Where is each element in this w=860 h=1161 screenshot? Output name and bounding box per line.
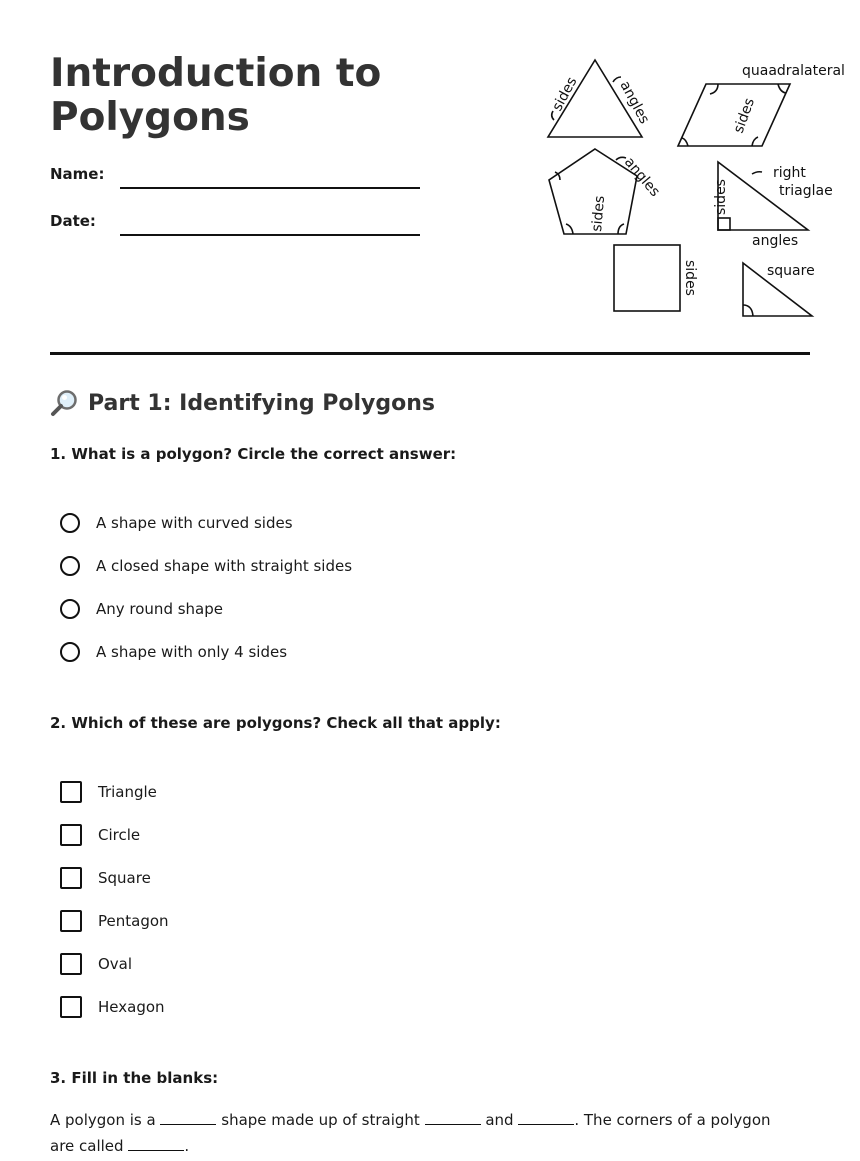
q2-option-pentagon[interactable] <box>60 908 169 934</box>
right-tri-angle-mark <box>752 172 762 174</box>
q2-option-oval[interactable] <box>60 951 132 977</box>
square-shape <box>614 245 680 311</box>
title-line-1: Introduction to <box>50 51 382 96</box>
sentence-part-1: A polygon is a <box>50 1111 156 1129</box>
pentagon-angle-mark-4 <box>616 157 626 160</box>
small-tri-angle-mark <box>743 305 753 316</box>
option-label: Square <box>98 869 151 887</box>
checkbox[interactable] <box>60 910 82 932</box>
option-label: Circle <box>98 826 141 844</box>
option-label: A closed shape with straight sides <box>96 557 353 575</box>
right-triangle-title-2: triaglae <box>779 183 833 199</box>
quadrilateral-shape <box>678 84 790 146</box>
checkbox[interactable] <box>60 953 82 975</box>
quad-angle-mark-2 <box>778 84 786 93</box>
pentagon-angle-mark-2 <box>618 224 624 234</box>
q2-option-square[interactable] <box>60 865 151 891</box>
q2-option-hexagon[interactable] <box>60 994 165 1020</box>
option-label: A shape with only 4 sides <box>96 643 288 661</box>
date-label: Date: <box>50 212 96 230</box>
q1-option-4[interactable] <box>60 639 287 665</box>
q1-option-2[interactable] <box>60 553 352 579</box>
worksheet-page <box>50 0 845 1155</box>
blank-4[interactable] <box>128 1136 184 1151</box>
title-line-2: Polygons <box>50 95 250 140</box>
triangle-sides-label: sides <box>549 74 581 114</box>
question-2: 2. Which of these are polygons? Check all that apply: <box>50 714 501 732</box>
triangle-angle-mark-2 <box>613 77 621 82</box>
option-label: A shape with curved sides <box>96 514 293 532</box>
quad-angle-mark-3 <box>682 138 688 146</box>
right-triangle-angles-label: angles <box>752 233 799 249</box>
blank-1[interactable] <box>160 1110 216 1125</box>
right-triangle-title-1: right <box>773 165 806 181</box>
pentagon-angles-label: angles <box>620 154 663 200</box>
radio-button[interactable] <box>60 642 80 662</box>
date-line[interactable] <box>120 234 420 236</box>
right-angle-mark <box>718 218 730 230</box>
quadrilateral-sides-label: sides <box>730 96 759 136</box>
question-3: 3. Fill in the blanks: <box>50 1069 219 1087</box>
question-1: 1. What is a polygon? Circle the correct answer: <box>50 445 457 463</box>
square-sides-label: sides <box>682 260 698 296</box>
sentence-part-4: . The corners of a polygon are called <box>50 1111 771 1155</box>
checkbox[interactable] <box>60 781 82 803</box>
quad-angle-mark-4 <box>752 137 758 146</box>
q2-option-circle[interactable] <box>60 822 140 848</box>
q2-option-triangle[interactable] <box>60 779 157 805</box>
part-1-heading <box>50 388 435 418</box>
radio-button[interactable] <box>60 556 80 576</box>
sentence-part-2: shape made up of straight <box>221 1111 420 1129</box>
sentence-part-3: and <box>485 1111 514 1129</box>
checkbox[interactable] <box>60 867 82 889</box>
right-triangle-sides-label: sides <box>713 179 729 215</box>
option-label: Any round shape <box>96 600 223 618</box>
quad-angle-mark <box>710 84 718 94</box>
pentagon-sides-label: sides <box>589 195 609 233</box>
option-label: Oval <box>98 955 133 973</box>
option-label: Triangle <box>98 783 157 801</box>
name-line[interactable] <box>120 187 420 189</box>
pentagon-angle-mark-3 <box>566 224 573 234</box>
triangle-angle-mark <box>552 111 554 120</box>
q1-option-3[interactable] <box>60 596 223 622</box>
option-label: Pentagon <box>98 912 169 930</box>
worksheet-header <box>50 0 845 355</box>
triangle-angles-label: angles <box>616 78 653 127</box>
page-title <box>50 52 430 140</box>
part-1-title: Part 1: Identifying Polygons <box>88 390 436 416</box>
quadrilateral-title-label: quaadralateral <box>742 63 845 79</box>
polygon-illustration <box>538 50 845 330</box>
name-label: Name: <box>50 165 105 183</box>
radio-button[interactable] <box>60 513 80 533</box>
blank-3[interactable] <box>518 1110 574 1125</box>
sentence-part-5: . <box>184 1137 190 1155</box>
date-field-row <box>50 212 430 242</box>
blank-2[interactable] <box>425 1110 481 1125</box>
small-triangle-title-label: square <box>767 263 815 279</box>
checkbox[interactable] <box>60 996 82 1018</box>
radio-button[interactable] <box>60 599 80 619</box>
fill-in-the-blank-sentence <box>50 1107 790 1159</box>
checkbox[interactable] <box>60 824 82 846</box>
option-label: Hexagon <box>98 998 165 1016</box>
q1-option-1[interactable] <box>60 510 293 536</box>
magnifying-glass-icon <box>50 388 80 418</box>
name-field-row <box>50 165 430 195</box>
